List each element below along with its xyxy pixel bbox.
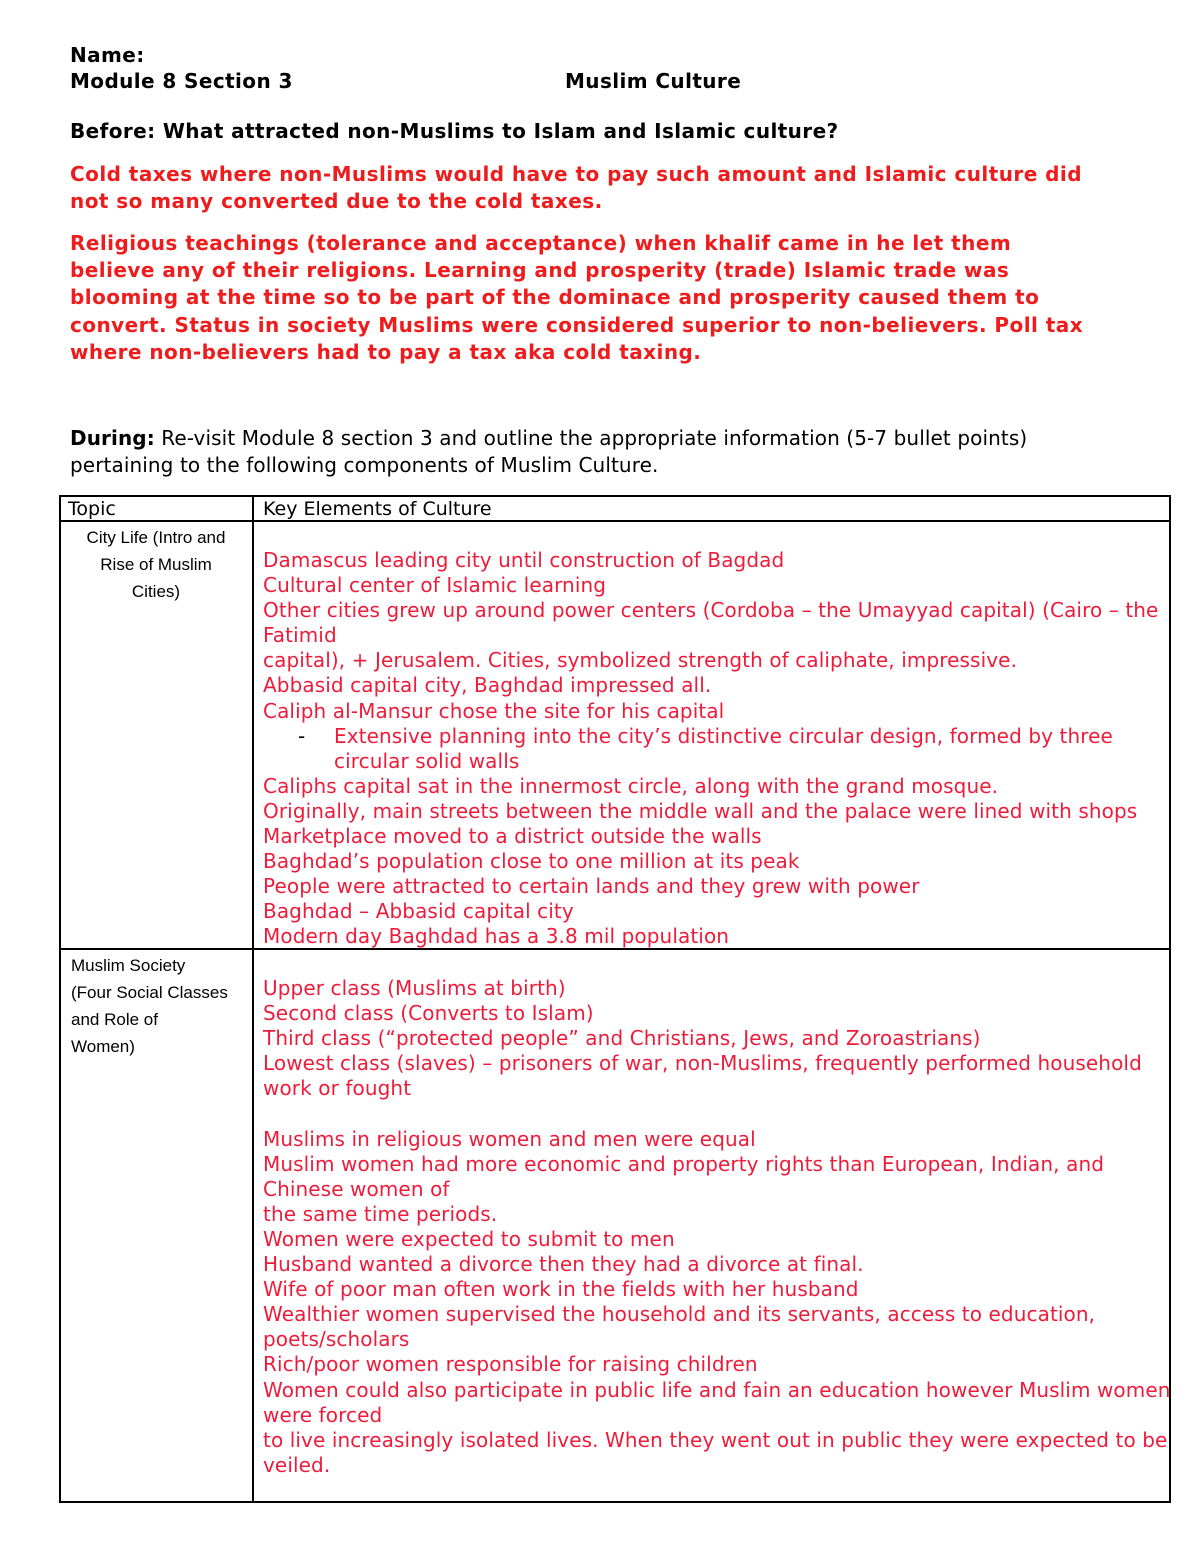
topic-city-life bbox=[62, 524, 250, 605]
note-line: Third class (“protected people” and Christians, Jews, and Zoroastrians) bbox=[263, 1026, 981, 1051]
topic-muslim-society bbox=[71, 952, 249, 1060]
note-line: Women were expected to submit to men bbox=[263, 1226, 675, 1251]
table-header-divider bbox=[59, 520, 1171, 522]
note-line: Wife of poor man often work in the fields with her husband bbox=[263, 1277, 859, 1302]
table-header-key-elements: Key Elements of Culture bbox=[263, 498, 492, 520]
during-instructions bbox=[70, 425, 1027, 479]
note-line: Damascus leading city until construction of Bagdad bbox=[263, 548, 785, 572]
answer-line: believe any of their religions. Learning and prosperity (trade) Islamic trade was bbox=[70, 258, 1010, 283]
muslim-society-notes bbox=[263, 976, 1198, 1496]
topic-line: City Life (Intro and bbox=[86, 528, 226, 547]
note-bullet bbox=[263, 724, 1198, 749]
before-question: Before: What attracted non-Muslims to Islam and Islamic culture? bbox=[70, 119, 839, 143]
note-line: Marketplace moved to a district outside the walls bbox=[263, 824, 762, 849]
note-line bbox=[263, 1101, 1198, 1126]
name-label: Name: bbox=[70, 43, 145, 67]
bullet-text: Extensive planning into the city’s distinctive circular design, formed by three bbox=[334, 723, 1113, 748]
page-title: Muslim Culture bbox=[565, 69, 742, 93]
note-line: Muslims in religious women and men were equal bbox=[263, 1126, 756, 1151]
table-column-divider bbox=[252, 495, 254, 1503]
note-line: Baghdad – Abbasid capital city bbox=[263, 899, 574, 924]
during-line-2: pertaining to the following components of Muslim Culture. bbox=[70, 453, 659, 477]
table-row-divider bbox=[59, 948, 1171, 950]
topic-line: Rise of Muslim bbox=[100, 555, 212, 574]
answer-line: where non-believers had to pay a tax aka cold taxing. bbox=[70, 339, 702, 364]
before-answer-1 bbox=[70, 161, 1150, 215]
note-line: were forced bbox=[263, 1402, 383, 1427]
topic-line: and Role of bbox=[71, 1010, 158, 1029]
note-line: Chinese women of bbox=[263, 1176, 450, 1201]
note-line: Fatimid bbox=[263, 623, 337, 648]
answer-line: not so many converted due to the cold taxes. bbox=[70, 189, 603, 214]
answer-line: Religious teachings (tolerance and acceptance) when khalif came in he let them bbox=[70, 231, 1012, 255]
note-line: Originally, main streets between the middle wall and the palace were lined with shops bbox=[263, 798, 1138, 823]
note-line: Caliph al-Mansur chose the site for his capital bbox=[263, 698, 725, 723]
note-line: Husband wanted a divorce then they had a divorce at final. bbox=[263, 1252, 864, 1277]
during-text: Re-visit Module 8 section 3 and outline the appropriate information (5-7 bullet points) bbox=[154, 426, 1028, 450]
city-life-notes bbox=[263, 548, 1198, 948]
during-label: During: bbox=[70, 426, 155, 450]
note-line: poets/scholars bbox=[263, 1327, 410, 1352]
note-line: Second class (Converts to Islam) bbox=[263, 1001, 594, 1026]
topic-line: Cities) bbox=[131, 582, 181, 601]
note-line: Cultural center of Islamic learning bbox=[263, 573, 607, 598]
note-line: capital), + Jerusalem. Cities, symbolized strength of caliphate, impressive. bbox=[263, 648, 1018, 673]
during-line-1 bbox=[70, 425, 1027, 452]
note-line: People were attracted to certain lands and they grew with power bbox=[263, 874, 920, 899]
table-header-topic: Topic bbox=[68, 498, 116, 520]
note-line: the same time periods. bbox=[263, 1201, 498, 1226]
before-answer-2 bbox=[70, 230, 1150, 366]
topic-line: Women) bbox=[71, 1037, 135, 1056]
module-label: Module 8 Section 3 bbox=[70, 69, 293, 93]
note-line: Abbasid capital city, Baghdad impressed all. bbox=[263, 673, 712, 698]
topic-line: Muslim Society bbox=[71, 956, 186, 975]
note-line: work or fought bbox=[263, 1076, 412, 1101]
answer-line: blooming at the time so to be part of the dominace and prosperity caused them to bbox=[70, 285, 1040, 310]
note-line: Caliphs capital sat in the innermost circle, along with the grand mosque. bbox=[263, 773, 999, 798]
note-line: Baghdad’s population close to one million at its peak bbox=[263, 849, 800, 874]
note-line: veiled. bbox=[263, 1452, 331, 1477]
answer-line: Cold taxes where non-Muslims would have to pay such amount and Islamic culture did bbox=[70, 162, 1082, 186]
note-line: to live increasingly isolated lives. When they went out in public they were expected to be bbox=[263, 1427, 1168, 1452]
note-bullet-continuation: circular solid walls bbox=[334, 748, 520, 773]
note-line: Other cities grew up around power centers (Cordoba – the Umayyad capital) (Cairo – the bbox=[263, 598, 1159, 623]
note-line: Women could also participate in public life and fain an education however Muslim women bbox=[263, 1377, 1171, 1402]
note-line: Wealthier women supervised the household and its servants, access to education, bbox=[263, 1302, 1096, 1327]
note-line: Rich/poor women responsible for raising children bbox=[263, 1352, 758, 1377]
answer-line: convert. Status in society Muslims were considered superior to non-believers. Poll tax bbox=[70, 312, 1084, 337]
note-line: Modern day Baghdad has a 3.8 mil population bbox=[263, 924, 730, 948]
topic-line: (Four Social Classes bbox=[71, 983, 228, 1002]
note-line: Upper class (Muslims at birth) bbox=[263, 976, 566, 1000]
note-line: Muslim women had more economic and property rights than European, Indian, and bbox=[263, 1151, 1105, 1176]
note-line: Lowest class (slaves) – prisoners of war, non-Muslims, frequently performed household bbox=[263, 1051, 1142, 1076]
